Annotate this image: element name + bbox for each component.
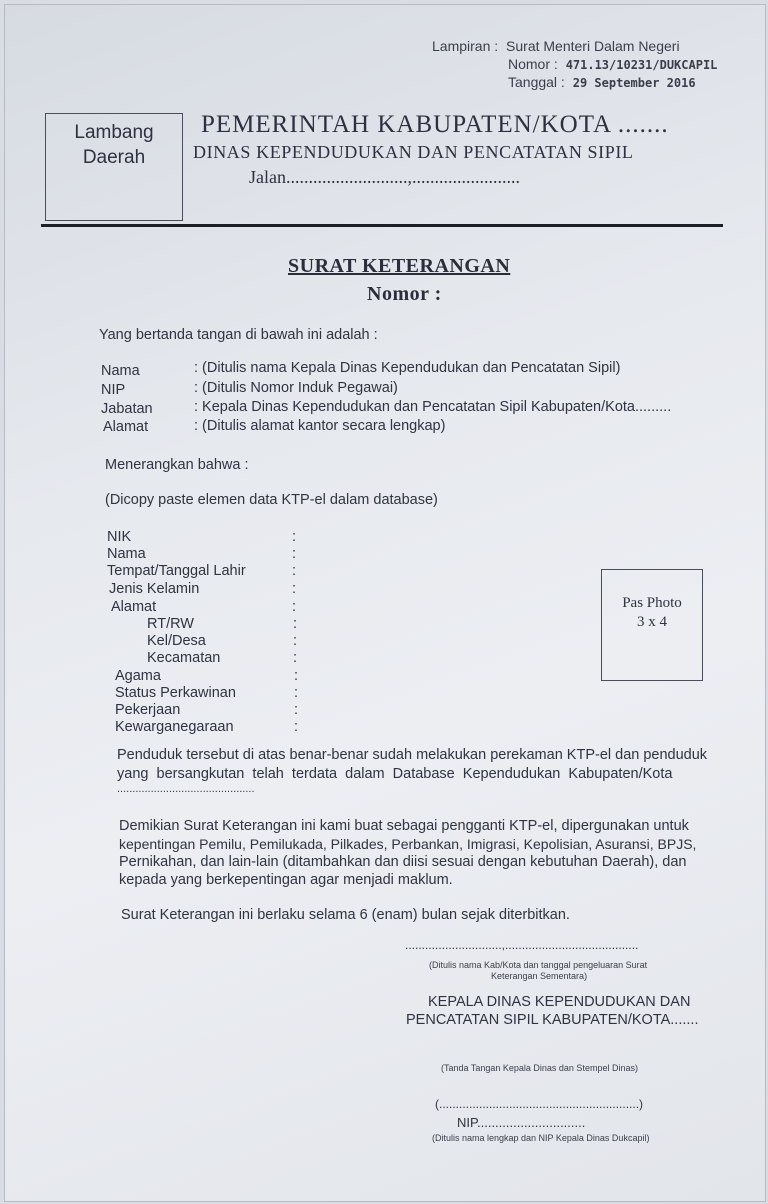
field-citizenship-colon: :: [294, 719, 299, 735]
nomor-value: 471.13/10231/DUKCAPIL: [565, 58, 718, 72]
field-address-colon: :: [292, 599, 297, 615]
field-name-label: Nama: [107, 546, 146, 562]
letterhead-address: Jalan...........................,........................: [249, 167, 520, 187]
letterhead-divider: [41, 224, 723, 227]
paragraph2-line1: Demikian Surat Keterangan ini kami buat sebagai pengganti KTP-el, dipergunakan untuk: [119, 818, 689, 834]
attachment-nomor: [508, 56, 717, 72]
signer-name-label: Nama: [101, 363, 140, 379]
document-page: [4, 4, 766, 1202]
field-name-colon: :: [292, 546, 297, 562]
signer-address-label: Alamat: [103, 419, 149, 435]
document-number: Nomor :: [367, 283, 442, 305]
paragraph1-line3: .............................................: [117, 783, 255, 795]
field-citizenship-label: Kewarganegaraan: [115, 719, 234, 735]
signer-name-line: (............................................................): [435, 1097, 644, 1111]
photo-placeholder: [601, 569, 703, 681]
intro-text: Yang bertanda tangan di bawah ini adalah :: [99, 327, 378, 343]
signer-nip-value: : (Ditulis Nomor Induk Pegawai): [194, 380, 398, 396]
photo-line1: Pas Photo: [622, 595, 682, 611]
field-marital-colon: :: [294, 685, 299, 701]
tanggal-label: Tanggal :: [508, 74, 565, 90]
field-religion-colon: :: [294, 668, 299, 684]
field-nik-label: NIK: [107, 529, 132, 545]
signer-nip-label: NIP: [101, 382, 126, 398]
field-rtrw-label: RT/RW: [147, 616, 194, 632]
nomor-label: Nomor :: [508, 56, 558, 72]
field-marital-label: Status Perkawinan: [115, 685, 236, 701]
regional-emblem-placeholder: [45, 113, 183, 221]
tanggal-value: 29 September 2016: [572, 76, 696, 90]
place-date-note2: Keterangan Sementara): [491, 971, 588, 981]
copy-note: (Dicopy paste elemen data KTP-el dalam database): [105, 492, 438, 508]
office-title-line1: KEPALA DINAS KEPENDUDUKAN DAN: [428, 994, 691, 1010]
paragraph2-line3: Pernikahan, dan lain-lain (ditambahkan dan diisi sesuai dengan kebutuhan Daerah), dan: [119, 854, 687, 870]
document-title: SURAT KETERANGAN: [288, 255, 511, 277]
field-district-label: Kecamatan: [147, 650, 221, 666]
signer-name-note: (Ditulis nama lengkap dan NIP Kepala Dinas Dukcapil): [432, 1133, 650, 1143]
field-address-label: Alamat: [111, 599, 157, 615]
attachment-lampiran: [432, 38, 680, 54]
emblem-line1: Lambang: [74, 122, 154, 143]
paragraph1-line2: yang bersangkutan telah terdata dalam Database Kependudukan Kabupaten/Kota: [117, 766, 673, 782]
field-village-colon: :: [293, 633, 298, 649]
paragraph2-line2: kepentingan Pemilu, Pemilukada, Pilkades, Perbankan, Imigrasi, Kepolisian, Asuransi, BPJS,: [119, 836, 697, 852]
validity-text: Surat Keterangan ini berlaku selama 6 (enam) bulan sejak diterbitkan.: [121, 907, 570, 923]
field-gender-label: Jenis Kelamin: [109, 581, 200, 597]
explains-text: Menerangkan bahwa :: [105, 457, 249, 473]
signature-note: (Tanda Tangan Kepala Dinas dan Stempel Dinas): [441, 1063, 638, 1073]
emblem-line2: Daerah: [82, 147, 146, 168]
paragraph2-line4: kepada yang berkepentingan agar menjadi maklum.: [119, 872, 453, 888]
place-date-line: .............................,........................................: [405, 938, 639, 952]
field-village-label: Kel/Desa: [147, 633, 206, 649]
office-title-line2: PENCATATAN SIPIL KABUPATEN/KOTA.......: [406, 1012, 699, 1028]
field-nik-colon: :: [292, 529, 297, 545]
lampiran-label: Lampiran :: [432, 38, 499, 54]
attachment-tanggal: [508, 74, 696, 90]
field-birth-label: Tempat/Tanggal Lahir: [107, 563, 246, 579]
place-date-note1: (Ditulis nama Kab/Kota dan tanggal pengeluaran Surat: [429, 960, 648, 970]
letterhead-government: PEMERINTAH KABUPATEN/KOTA .......: [201, 111, 669, 138]
signer-position-label: Jabatan: [101, 401, 153, 417]
field-occupation-label: Pekerjaan: [115, 702, 181, 718]
field-religion-label: Agama: [115, 668, 161, 684]
photo-line2: 3 x 4: [637, 614, 667, 630]
letterhead-agency: DINAS KEPENDUDUKAN DAN PENCATATAN SIPIL: [193, 142, 634, 162]
signer-name-value: : (Ditulis nama Kepala Dinas Kependudukan dan Pencatatan Sipil): [194, 360, 621, 376]
field-gender-colon: :: [292, 581, 297, 597]
lampiran-value: Surat Menteri Dalam Negeri: [506, 38, 680, 54]
field-occupation-colon: :: [294, 702, 299, 718]
signer-nip-line: NIP..............................: [457, 1115, 586, 1130]
paragraph1-line1: Penduduk tersebut di atas benar-benar sudah melakukan perekaman KTP-el dan penduduk: [117, 747, 708, 763]
field-rtrw-colon: :: [293, 616, 298, 632]
signer-position-value: : Kepala Dinas Kependudukan dan Pencatatan Sipil Kabupaten/Kota.........: [194, 399, 672, 415]
field-birth-colon: :: [292, 563, 297, 579]
field-district-colon: :: [293, 650, 298, 666]
signer-address-value: : (Ditulis alamat kantor secara lengkap): [194, 418, 446, 434]
